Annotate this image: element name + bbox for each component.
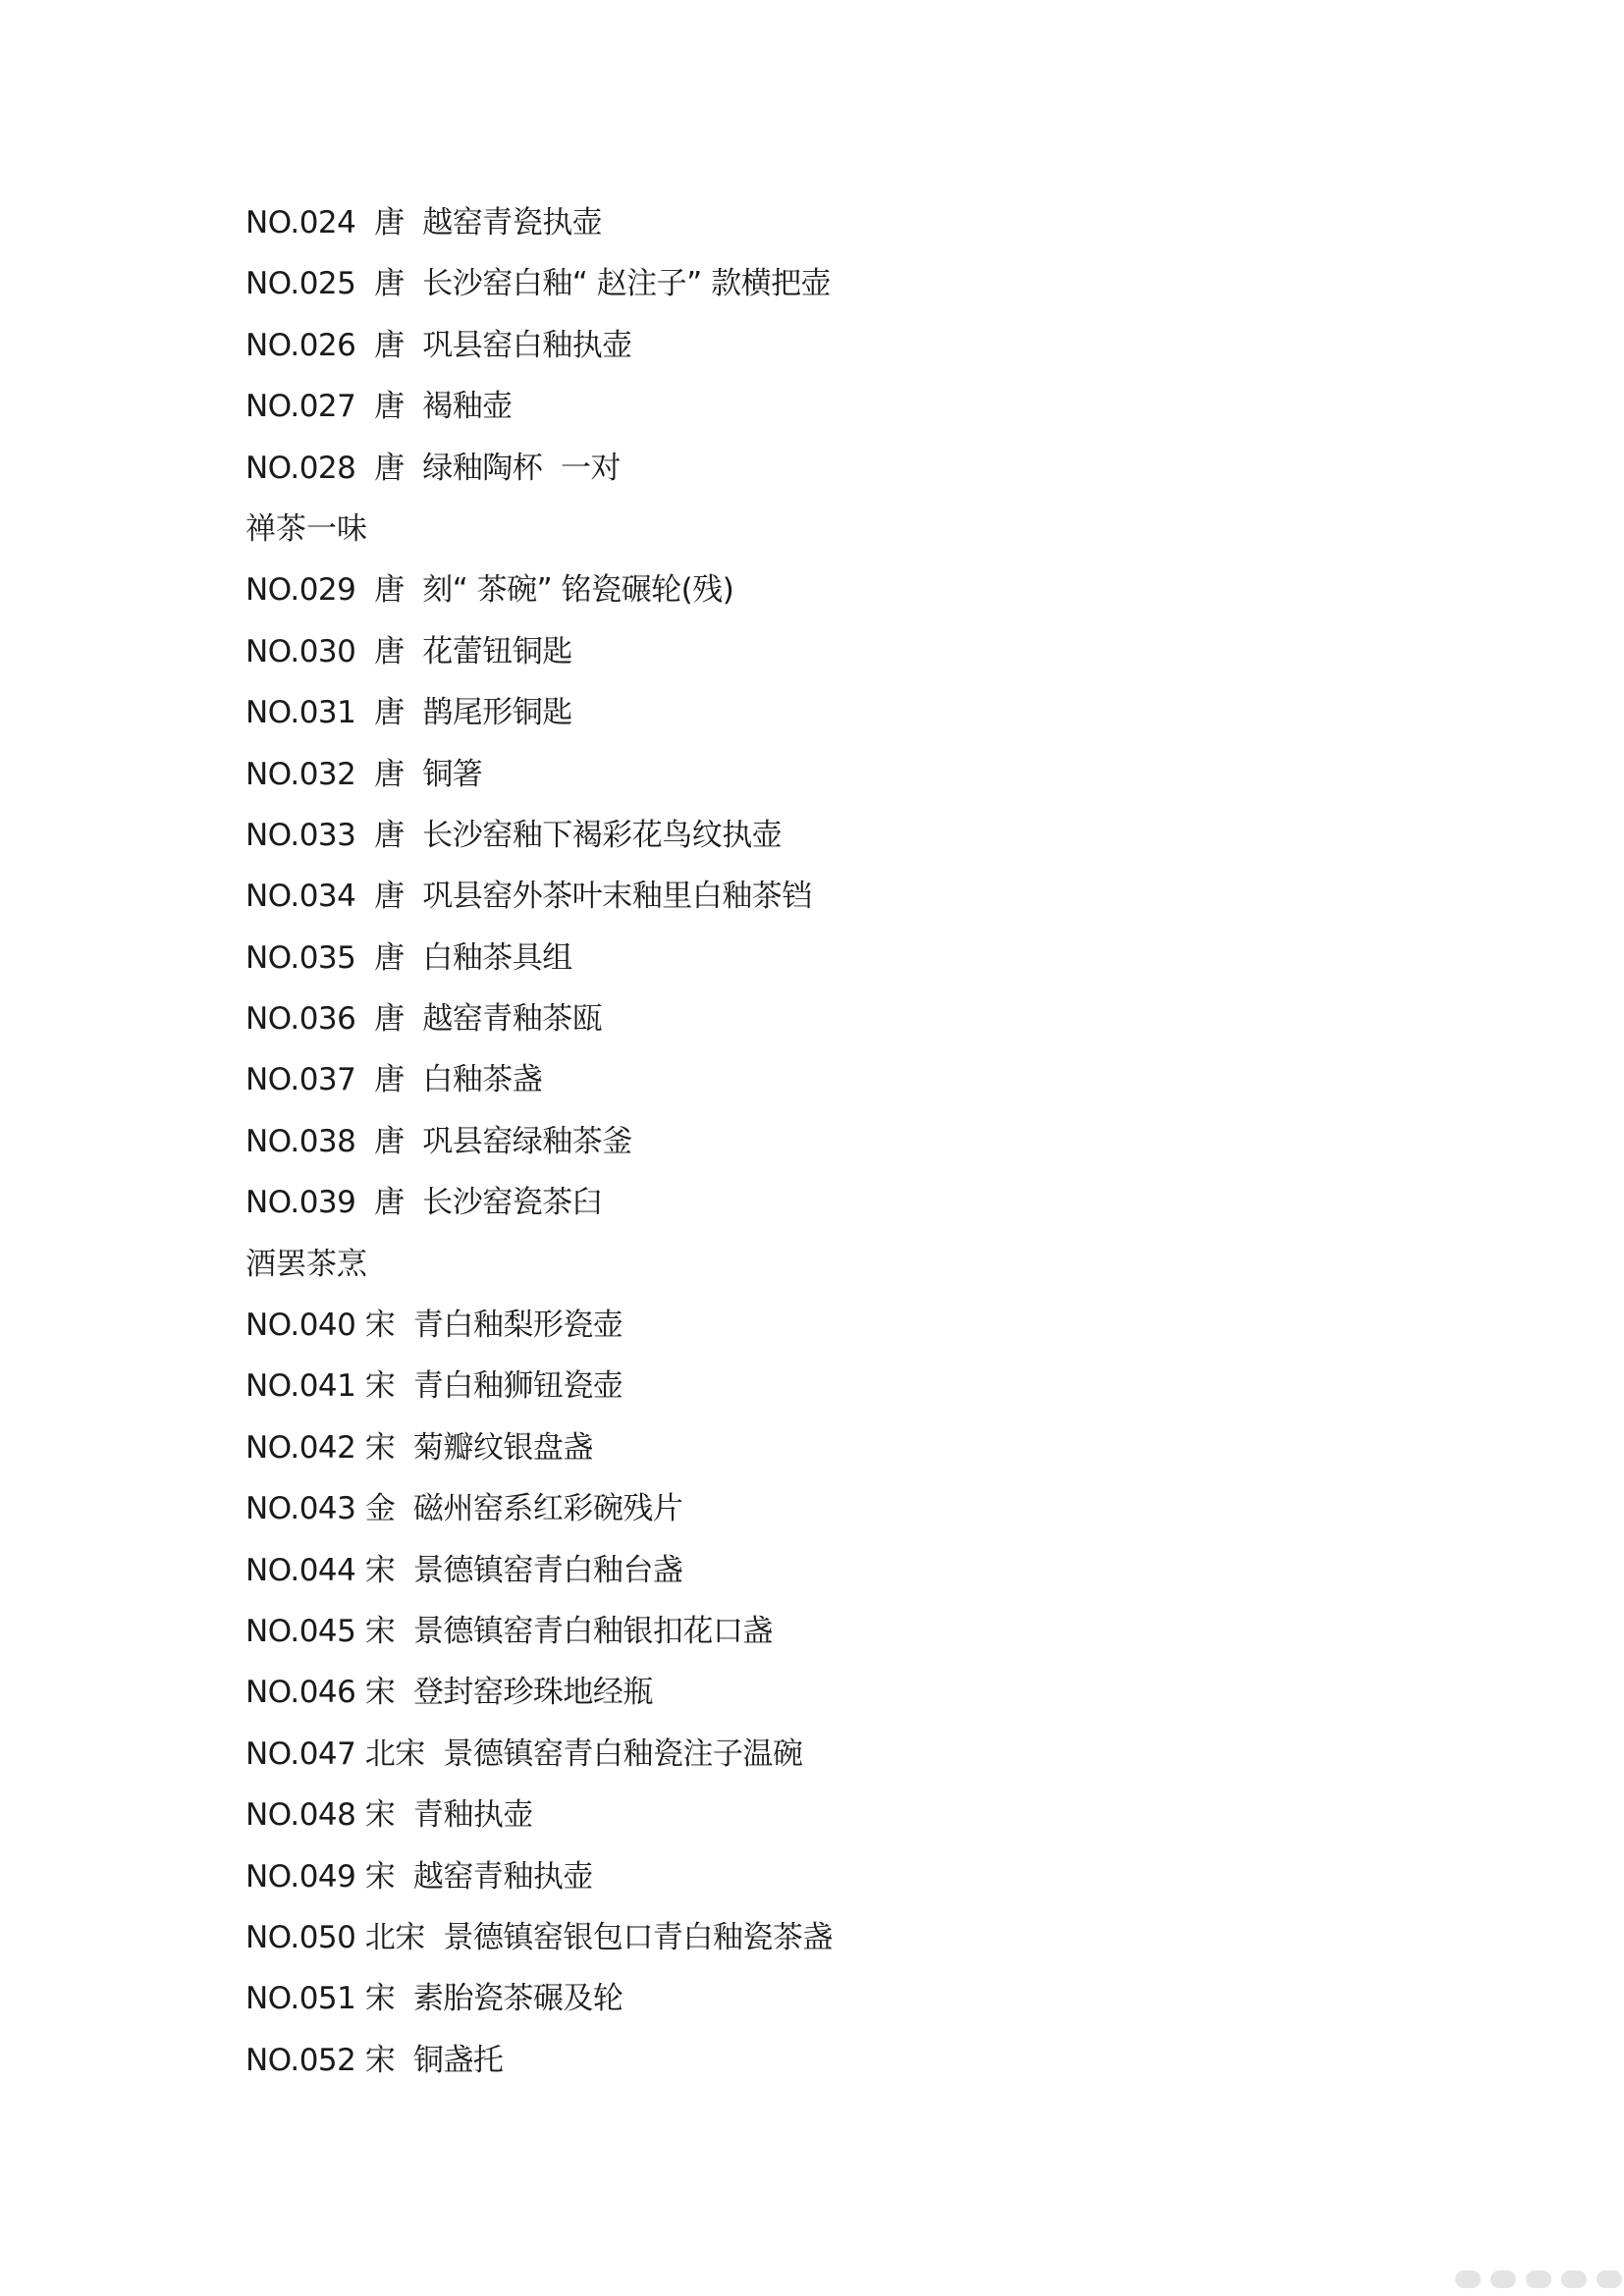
watermark-icon [1455, 2267, 1622, 2292]
list-item: NO.039 唐 长沙窑瓷茶臼 [245, 1185, 603, 1221]
list-item: NO.032 唐 铜箸 [245, 756, 483, 792]
list-item: NO.051 宋 素胎瓷茶碾及轮 [245, 1981, 623, 2017]
list-item: NO.046 宋 登封窑珍珠地经瓶 [245, 1675, 653, 1711]
list-item: NO.026 唐 巩县窑白釉执壶 [245, 327, 632, 363]
list-item: NO.025 唐 长沙窑白釉“ 赵注子” 款横把壶 [245, 266, 832, 302]
list-item: NO.043 金 磁州窑系红彩碗残片 [245, 1491, 683, 1527]
list-item: NO.030 唐 花蕾钮铜匙 [245, 633, 572, 669]
list-item: NO.049 宋 越窑青釉执壶 [245, 1858, 593, 1895]
list-item: NO.048 宋 青釉执壶 [245, 1797, 533, 1834]
list-item: NO.050 北宋 景德镇窑银包口青白釉瓷茶盏 [245, 1919, 833, 1955]
list-item: NO.044 宋 景德镇窑青白釉台盏 [245, 1552, 683, 1588]
list-item: NO.029 唐 刻“ 茶碗” 铭瓷碾轮(残) [245, 572, 734, 609]
list-item: NO.036 唐 越窑青釉茶瓯 [245, 1001, 603, 1038]
list-item: NO.045 宋 景德镇窑青白釉银扣花口盏 [245, 1613, 773, 1649]
list-item: NO.037 唐 白釉茶盏 [245, 1062, 543, 1098]
section-heading: 酒罢茶烹 [245, 1246, 367, 1282]
list-item: NO.042 宋 菊瓣纹银盘盏 [245, 1429, 593, 1466]
section-heading: 禅茶一味 [245, 510, 367, 547]
list-item: NO.035 唐 白釉茶具组 [245, 939, 572, 976]
list-item: NO.027 唐 褐釉壶 [245, 389, 513, 425]
exhibit-list [245, 192, 833, 2091]
list-item: NO.028 唐 绿釉陶杯 一对 [245, 450, 621, 486]
list-item: NO.024 唐 越窑青瓷执壶 [245, 205, 603, 240]
list-item: NO.033 唐 长沙窑釉下褐彩花鸟纹执壶 [245, 817, 783, 853]
list-item: NO.040 宋 青白釉梨形瓷壶 [245, 1308, 623, 1344]
list-item: NO.038 唐 巩县窑绿釉茶釜 [245, 1123, 632, 1159]
list-item: NO.034 唐 巩县窑外茶叶末釉里白釉茶铛 [245, 879, 812, 915]
list-item: NO.052 宋 铜盏托 [245, 2042, 504, 2078]
list-item: NO.047 北宋 景德镇窑青白釉瓷注子温碗 [245, 1735, 803, 1772]
list-item: NO.031 唐 鹊尾形铜匙 [245, 695, 572, 731]
list-item: NO.041 宋 青白釉狮钮瓷壶 [245, 1368, 623, 1405]
